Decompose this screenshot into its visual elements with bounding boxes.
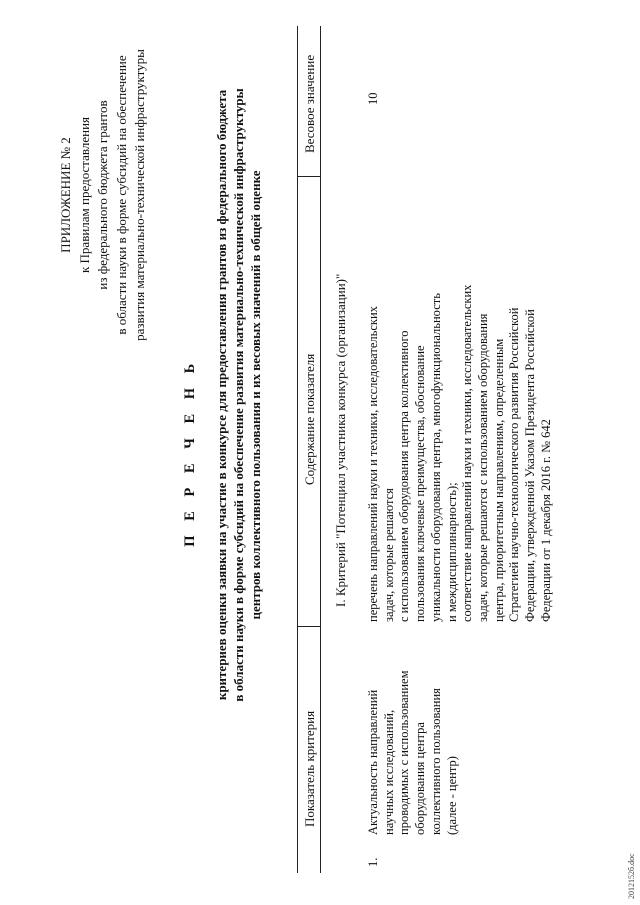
appendix-line: в области науки в форме субсидий на обеспечение (113, 55, 129, 335)
appendix-block (57, 5, 150, 385)
table-top-rule (297, 26, 298, 873)
content-line: Федерации от 1 декабря 2016 г. № 642 (538, 419, 553, 622)
criterion-line: проводимых с использованием (397, 670, 412, 835)
criterion-line: научных исследований, (381, 709, 396, 835)
subtitle-line: центров коллективного пользования и их весовых значений в общей оценке (248, 170, 263, 620)
content-line: задач, которые решаются с использованием оборудования (475, 313, 490, 622)
criterion-line: оборудования центра (413, 722, 428, 835)
subtitle-line: в области науки в форме субсидий на обеспечение развития материально-технической инфраструктуры (231, 88, 246, 702)
content-line: уникальности оборудования центра, многофункциональность (428, 293, 443, 622)
criterion-cell (366, 671, 460, 836)
appendix-line: развития материально-технической инфраструктуры (132, 49, 147, 341)
content-line: центра, приоритетным направлениям, определенным (491, 338, 506, 622)
content-line: и междисциплинарность); (444, 482, 459, 622)
content-line: перечень направлений науки и техники, исследовательских (366, 306, 380, 622)
appendix-line: из федерального бюджета грантов (95, 100, 110, 290)
subtitle-line: критериев оценки заявки на участие в конкурсе для предоставления грантов из федерального бюджета (214, 89, 229, 701)
criterion-line: (далее - центр) (444, 756, 459, 835)
content-line: Стратегией научно-технологического развития Российской (507, 307, 522, 622)
content-line: с использованием оборудования центра коллективного (397, 330, 412, 622)
appendix-line: ПРИЛОЖЕНИЕ № 2 (58, 137, 73, 253)
header-criterion: Показатель критерия (302, 710, 317, 827)
weight-cell: 10 (366, 92, 380, 105)
table-column-divider (297, 626, 320, 627)
content-line: пользования ключевые преимущества, обоснование (413, 345, 428, 622)
content-line: задач, которые решаются (381, 488, 396, 622)
content-line: соответствие направлений науки и техники, исследовательских (460, 284, 475, 622)
criterion-line: Актуальность направлений (366, 689, 380, 835)
document-subtitle (213, 35, 264, 755)
table-header-rule (320, 26, 321, 873)
file-code: 2012152б.doc (627, 853, 636, 899)
document-title: П Е Р Е Ч Е Н Ь (182, 358, 198, 547)
header-weight: Весовое значение (302, 54, 317, 153)
appendix-line: к Правилам предоставления (76, 116, 92, 274)
header-content: Содержание показателя (302, 353, 317, 485)
table-column-divider (297, 176, 320, 177)
row-number: 1. (366, 857, 380, 867)
content-cell (366, 285, 554, 622)
criterion-line: коллективного пользования (428, 688, 443, 835)
section-title: I. Критерий "Потенциал участника конкурса (организации)" (333, 273, 348, 607)
content-line: Федерации, утвержденной Указом Президента Российской (523, 309, 538, 622)
